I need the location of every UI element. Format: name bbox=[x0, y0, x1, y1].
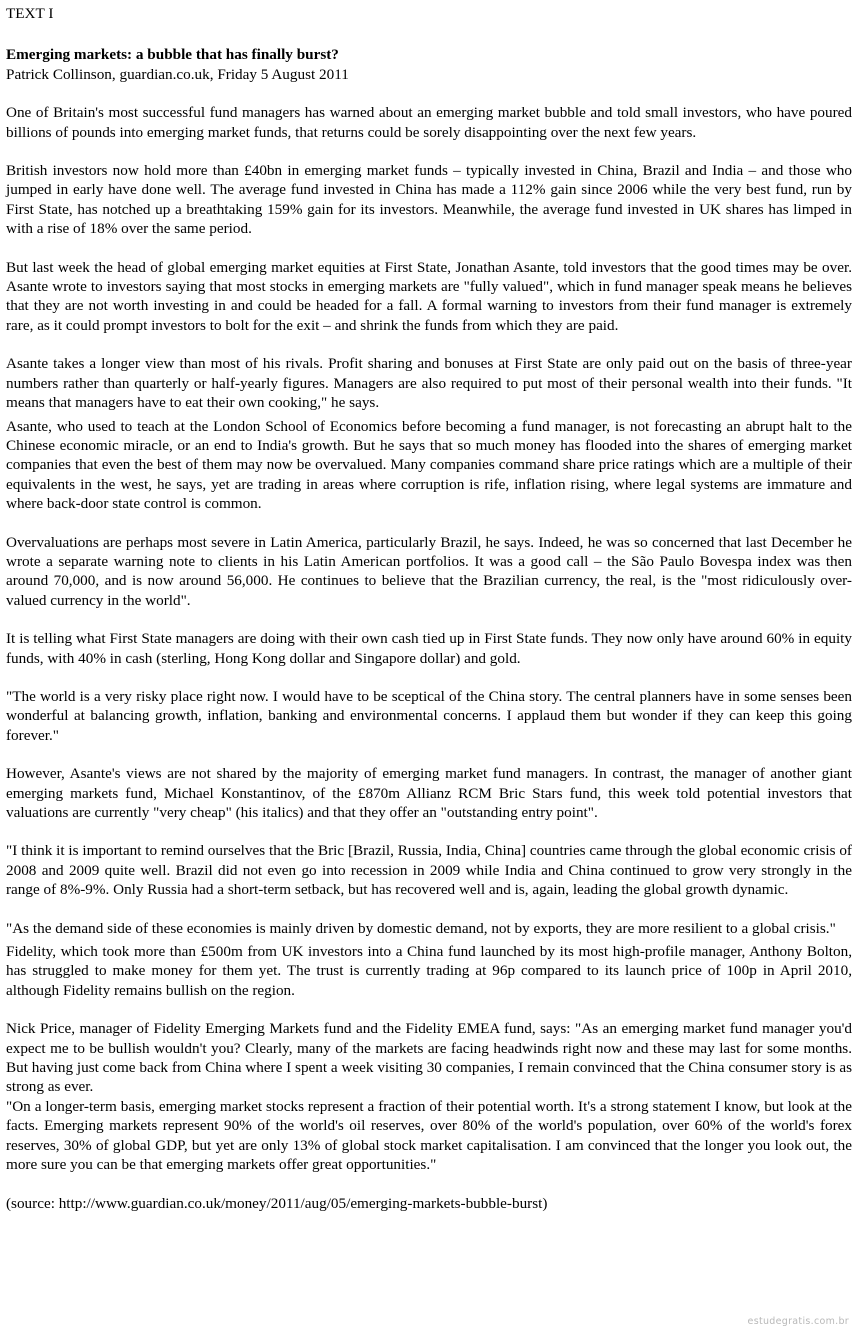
article-headline: Emerging markets: a bubble that has finally burst? bbox=[6, 46, 339, 64]
article bbox=[6, 4, 852, 1213]
paragraph-2: British investors now hold more than £40bn in emerging market funds – typically invested in China, Brazil and India – and those who jumped in early have done well. The average fund invested in China has made a 112% gain since 2006 while the very best fund, run by First State, has notched up a breathtaking 159% gain for its investors. Meanwhile, the average fund invested in UK shares has limped in with a rise of 18% over the same period. bbox=[6, 162, 852, 238]
paragraph-5: Asante, who used to teach at the London School of Economics before becoming a fund manager, is not forecasting an abrupt halt to the Chinese economic miracle, or an end to India's growth. But he says that so much money has flooded into the shares of emerging market companies that even the best of them may now be overvalued. Many companies command share price ratings which are a multiple of their equivalents in the west, he says, yet are trading in areas where corruption is rife, inflation rising, where legal systems are immature and where back-door state control is common. bbox=[6, 417, 852, 513]
paragraph-11: "As the demand side of these economies is mainly driven by domestic demand, not by exports, they are more resilient to a global crisis." bbox=[6, 919, 836, 937]
article-byline: Patrick Collinson, guardian.co.uk, Friday 5 August 2011 bbox=[6, 65, 349, 83]
paragraph-7: It is telling what First State managers are doing with their own cash tied up in First State funds. They now only have around 60% in equity funds, with 40% in cash (sterling, Hong Kong dollar and Singapore dollar) and gold. bbox=[6, 630, 852, 667]
paragraph-14: "On a longer-term basis, emerging market stocks represent a fraction of their potential worth. It's a strong statement I know, but look at the facts. Emerging markets represent 90% of the world's oil reserves, over 80% of the world's population, over 60% of the world's forex reserves, 30% of global GDP, but yet are only 13% of global stock market capitalisation. I am convinced that the longer you look out, the more sure you can be that emerging markets offer great opportunities." bbox=[6, 1097, 852, 1174]
paragraph-8: "The world is a very risky place right now. I would have to be sceptical of the China story. The central planners have in some senses been wonderful at balancing growth, inflation, banking and environmental concerns. I applaud them but wonder if they can keep this going forever." bbox=[6, 687, 852, 744]
paragraph-9: However, Asante's views are not shared by the majority of emerging market fund managers. In contrast, the manager of another giant emerging markets fund, Michael Konstantinov, of the £870m Allianz RCM Bric Stars fund, this week told potential investors that valuations are currently "very cheap" (his italics) and that they offer an "outstanding entry point". bbox=[6, 765, 852, 821]
paragraph-10: "I think it is important to remind ourselves that the Bric [Brazil, Russia, India, China] countries came through the global economic crisis of 2008 and 2009 quite well. Brazil did not even go into recession in 2009 while India and China continued to grow very strongly in the range of 8%-9%. Only Russia had a short-term setback, but has recovered well and is, again, leading the global growth dynamic. bbox=[6, 842, 852, 899]
paragraph-1: One of Britain's most successful fund managers has warned about an emerging market bubble and told small investors, who have poured billions of pounds into emerging market funds, that returns could be sorely disappointing over the next few years. bbox=[6, 104, 852, 141]
paragraph-6: Overvaluations are perhaps most severe in Latin America, particularly Brazil, he says. Indeed, he was so concerned that last December he wrote a separate warning note to clients in his Latin American portfolios. It was a good call – the São Paulo Bovespa index was then around 70,000, and is now around 56,000. He continues to believe that the Brazilian currency, the real, is the "most ridiculously over-valued currency in the world". bbox=[6, 533, 852, 609]
source-citation: (source: http://www.guardian.co.uk/money/2011/aug/05/emerging-markets-bubble-burst) bbox=[6, 1194, 548, 1212]
paragraph-3: But last week the head of global emerging market equities at First State, Jonathan Asante, told investors that the good times may be over. Asante wrote to investors saying that most stocks in emerging markets are "fully valued", which in fund manager speak means he believes that they are not worth investing in and could be headed for a fall. A formal warning to investors from their fund manager is extremely rare, as it could prompt investors to bolt for the exit – and shrink the funds from which they are paid. bbox=[6, 258, 852, 334]
paragraph-4: Asante takes a longer view than most of his rivals. Profit sharing and bonuses at First State are only paid out on the basis of three-year numbers rather than quarterly or half-yearly figures. Managers are also required to put most of their personal wealth into their funds. "It means that managers have to eat their own cooking," he says. bbox=[6, 355, 852, 412]
paragraph-13: Nick Price, manager of Fidelity Emerging Markets fund and the Fidelity EMEA fund, says: "As an emerging market fund manager you'd expect me to be bullish wouldn't you? Clearly, many of the markets are facing headwinds right now and these may last for some months. But having just come back from China where I spent a week visiting 30 companies, I remain convinced that the China consumer story is as strong as ever. bbox=[6, 1020, 852, 1096]
paragraph-12: Fidelity, which took more than £500m from UK investors into a China fund launched by its most high-profile manager, Anthony Bolton, has struggled to make money for them yet. The trust is currently trading at 96p compared to its launch price of 100p in April 2010, although Fidelity remains bullish on the region. bbox=[6, 943, 852, 999]
watermark: estudegratis.com.br bbox=[747, 1316, 849, 1327]
text-label: TEXT I bbox=[6, 5, 54, 22]
